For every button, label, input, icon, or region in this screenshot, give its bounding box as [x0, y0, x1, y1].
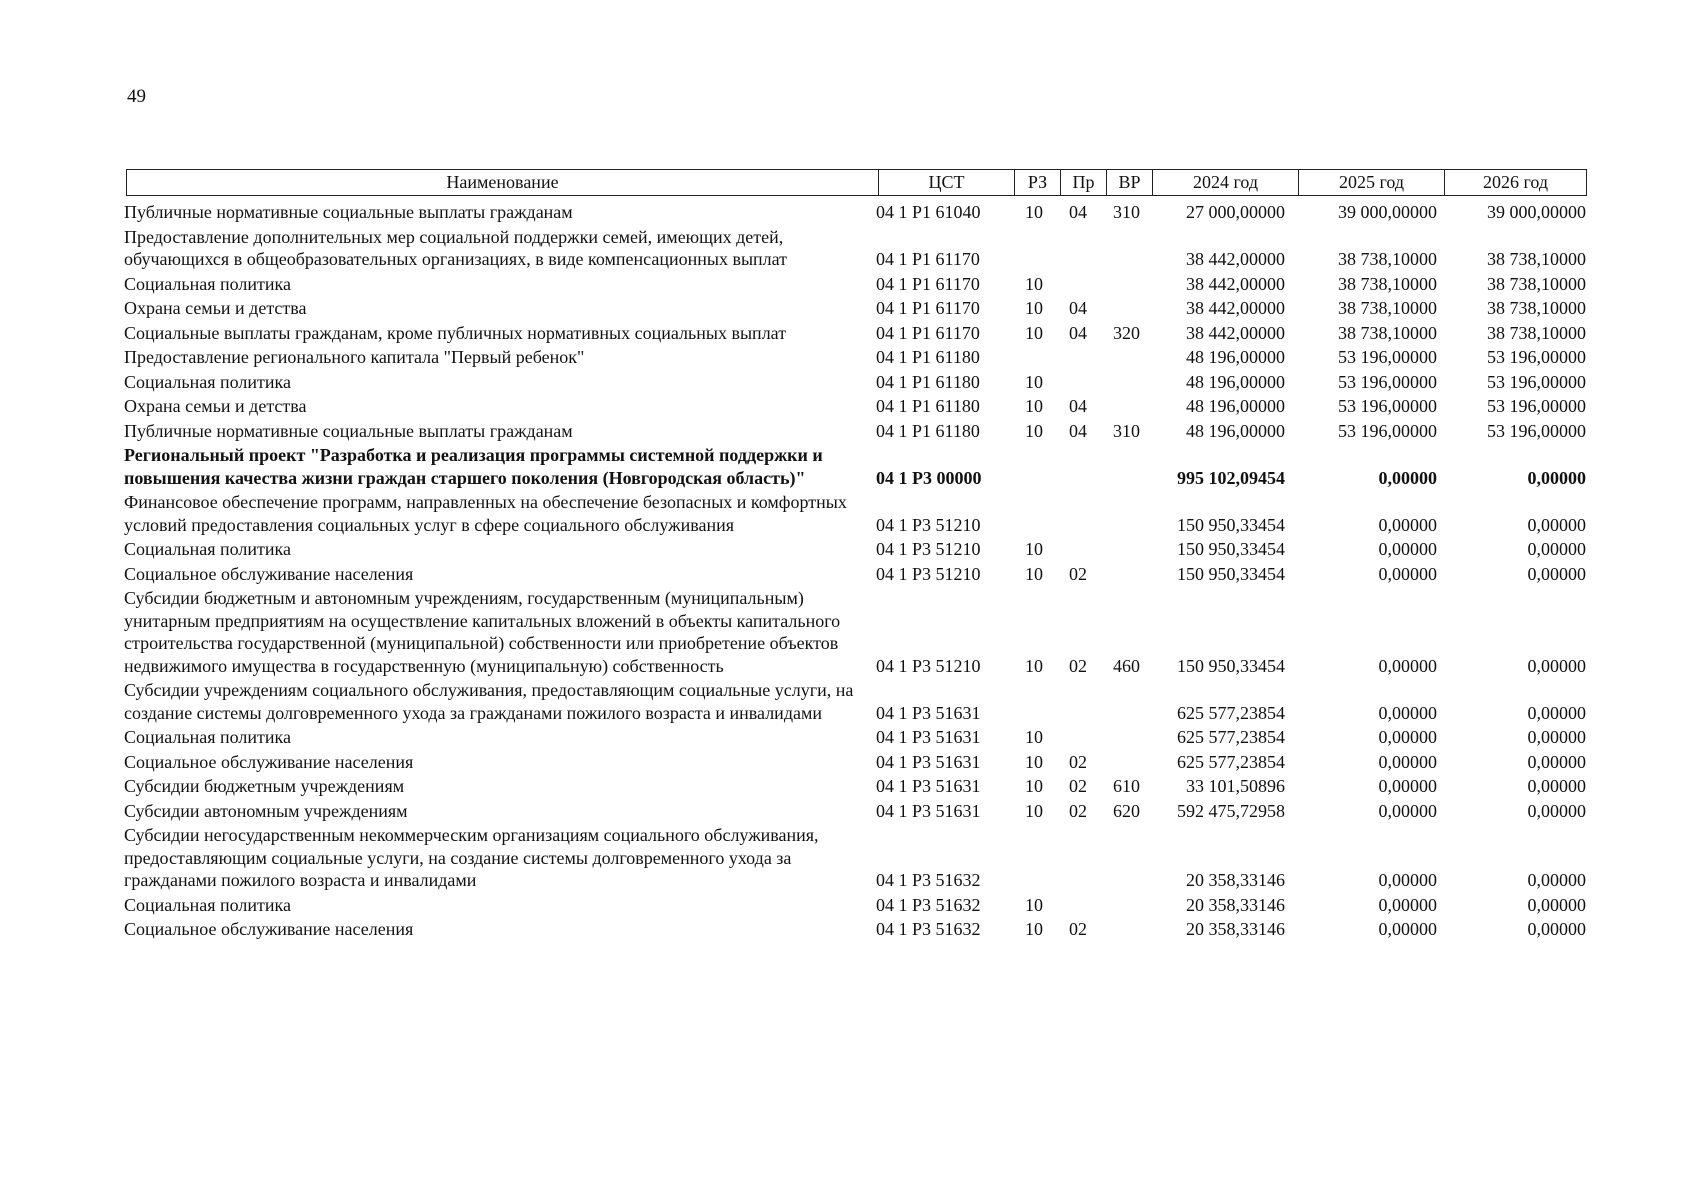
row-name: Социальное обслуживание населения [124, 563, 414, 584]
row-2025: 0,00000 [1378, 727, 1437, 747]
row-name: Охрана семьи и детства [124, 396, 307, 416]
table-row [124, 225, 1588, 272]
row-name: Предоставление регионального капитала "Первый ребенок" [124, 347, 585, 367]
row-pr [1059, 443, 1103, 490]
row-2024: 592 475,72958 [1177, 800, 1285, 821]
row-2025: 0,00000 [1378, 467, 1437, 488]
row-cst: 04 1 P3 51632 [876, 919, 981, 939]
row-name: Социальная политика [124, 273, 291, 294]
row-vr [1103, 345, 1147, 370]
row-rz: 10 [1025, 371, 1043, 392]
column-header-2025: 2025 год [1299, 170, 1445, 196]
row-2026: 38 738,10000 [1487, 249, 1586, 269]
row-cst: 04 1 P3 51210 [876, 655, 981, 676]
row-2026: 53 196,00000 [1487, 347, 1586, 367]
row-vr [1103, 490, 1147, 537]
row-2025: 38 738,10000 [1338, 273, 1437, 294]
row-2026: 0,00000 [1527, 800, 1586, 821]
row-name: Субсидии негосударственным некоммерческим организациям социального обслуживания, предоставляющим социальные услуги, на создание системы долговременного ухода за гражданами пожилого возраста и инвалидами [124, 825, 819, 890]
row-2026: 53 196,00000 [1487, 396, 1586, 416]
row-2025: 38 738,10000 [1338, 322, 1437, 343]
row-cst: 04 1 P1 61170 [876, 298, 980, 318]
row-rz: 10 [1025, 298, 1043, 318]
row-2025: 53 196,00000 [1338, 396, 1437, 416]
row-2024: 625 577,23854 [1177, 727, 1285, 747]
row-2024: 150 950,33454 [1177, 514, 1285, 535]
row-cst: 04 1 P1 61170 [876, 322, 980, 343]
row-2025: 0,00000 [1378, 514, 1437, 535]
row-2024: 995 102,09454 [1177, 467, 1285, 488]
row-2026: 53 196,00000 [1487, 420, 1586, 441]
table-row [124, 419, 1588, 444]
row-pr [1059, 537, 1103, 562]
row-name: Социальная политика [124, 371, 291, 392]
row-vr [1103, 272, 1147, 297]
row-2024: 625 577,23854 [1177, 702, 1285, 723]
row-2024: 20 358,33146 [1186, 919, 1285, 939]
row-2024: 150 950,33454 [1177, 655, 1285, 676]
row-name: Публичные нормативные социальные выплаты гражданам [124, 202, 573, 222]
table-row [124, 799, 1588, 824]
row-vr: 610 [1113, 776, 1140, 796]
row-2024: 48 196,00000 [1186, 347, 1285, 367]
table-row [124, 725, 1588, 750]
table-row [124, 823, 1588, 893]
row-pr [1059, 370, 1103, 395]
row-cst: 04 1 P3 51631 [876, 751, 981, 772]
row-name: Субсидии бюджетным и автономным учреждениям, государственным (муниципальным) унитарным предприятиям на осуществление капитальных вложений в объекты капитального строительства государственной (муниципальной) собственности или приобретение объектов недвижимого имущества в государственную (муниципальную) собственность [124, 588, 841, 676]
row-2025: 38 738,10000 [1338, 249, 1437, 269]
row-2024: 38 442,00000 [1186, 322, 1285, 343]
row-rz [1015, 490, 1059, 537]
row-2024: 27 000,00000 [1186, 202, 1285, 222]
row-2024: 38 442,00000 [1186, 298, 1285, 318]
row-2026: 0,00000 [1527, 539, 1586, 559]
column-header-name: Наименование [127, 170, 879, 196]
page-number: 49 [127, 86, 146, 107]
column-header-2026: 2026 год [1445, 170, 1587, 196]
row-2025: 0,00000 [1378, 751, 1437, 772]
table-row [124, 562, 1588, 587]
row-vr [1103, 370, 1147, 395]
row-vr [1103, 725, 1147, 750]
row-2025: 0,00000 [1378, 800, 1437, 821]
table-row [124, 296, 1588, 321]
row-name: Социальная политика [124, 539, 291, 559]
row-vr: 460 [1113, 655, 1140, 676]
row-cst: 04 1 P1 61040 [876, 202, 981, 222]
row-rz: 10 [1025, 420, 1043, 441]
row-rz: 10 [1025, 273, 1043, 294]
row-2026: 0,00000 [1527, 776, 1586, 796]
row-2026: 53 196,00000 [1487, 371, 1586, 392]
row-rz: 10 [1025, 396, 1043, 416]
row-rz: 10 [1025, 727, 1043, 747]
row-cst: 04 1 P3 51631 [876, 702, 981, 723]
row-vr: 310 [1113, 420, 1140, 441]
row-2024: 625 577,23854 [1177, 751, 1285, 772]
row-pr: 02 [1069, 800, 1087, 821]
row-2025: 0,00000 [1378, 919, 1437, 939]
column-header-pr: Пр [1061, 170, 1107, 196]
row-pr [1059, 893, 1103, 918]
row-rz: 10 [1025, 655, 1043, 676]
row-2024: 20 358,33146 [1186, 870, 1285, 890]
row-vr [1103, 917, 1147, 942]
row-2024: 48 196,00000 [1186, 420, 1285, 441]
row-vr [1103, 823, 1147, 893]
row-pr: 02 [1069, 751, 1087, 772]
row-vr: 310 [1113, 202, 1140, 222]
row-rz [1015, 443, 1059, 490]
row-rz [1015, 823, 1059, 893]
row-pr [1059, 490, 1103, 537]
table-row [124, 893, 1588, 918]
row-2025: 0,00000 [1378, 563, 1437, 584]
row-name: Субсидии бюджетным учреждениям [124, 776, 405, 796]
row-rz: 10 [1025, 539, 1043, 559]
table-row [124, 200, 1588, 225]
row-2026: 0,00000 [1527, 563, 1586, 584]
row-rz: 10 [1025, 202, 1043, 222]
column-header-cst: ЦСТ [879, 170, 1015, 196]
row-rz [1015, 225, 1059, 272]
column-header-rz: РЗ [1015, 170, 1061, 196]
row-2025: 0,00000 [1378, 870, 1437, 890]
row-cst: 04 1 P1 61180 [876, 371, 980, 392]
row-vr [1103, 394, 1147, 419]
table-row [124, 394, 1588, 419]
row-cst: 04 1 P3 51631 [876, 800, 981, 821]
row-pr: 04 [1069, 202, 1087, 222]
row-name: Социальные выплаты гражданам, кроме публичных нормативных социальных выплат [124, 322, 787, 343]
row-name: Социальная политика [124, 727, 291, 747]
column-header-vr: ВР [1107, 170, 1153, 196]
row-pr: 04 [1069, 298, 1087, 318]
table-row [124, 774, 1588, 799]
row-cst: 04 1 P3 51210 [876, 514, 981, 535]
row-2026: 0,00000 [1527, 655, 1586, 676]
table-row [124, 678, 1588, 725]
row-2025: 53 196,00000 [1338, 420, 1437, 441]
row-name: Региональный проект "Разработка и реализация программы системной поддержки и повышения качества жизни граждан старшего поколения (Новгородская область)" [124, 445, 823, 488]
row-pr [1059, 345, 1103, 370]
row-2026: 38 738,10000 [1487, 273, 1586, 294]
row-pr: 02 [1069, 919, 1087, 939]
row-2026: 0,00000 [1527, 727, 1586, 747]
row-pr: 04 [1069, 322, 1087, 343]
row-cst: 04 1 P3 51210 [876, 539, 981, 559]
row-2026: 0,00000 [1527, 751, 1586, 772]
row-cst: 04 1 P3 51631 [876, 776, 981, 796]
table-row [124, 490, 1588, 537]
row-vr [1103, 443, 1147, 490]
row-cst: 04 1 P1 61180 [876, 420, 980, 441]
row-2026: 0,00000 [1527, 894, 1586, 915]
row-rz: 10 [1025, 322, 1043, 343]
row-2026: 0,00000 [1527, 514, 1586, 535]
row-name: Социальное обслуживание населения [124, 919, 414, 939]
row-cst: 04 1 P3 51632 [876, 894, 981, 915]
table-row [124, 370, 1588, 395]
row-2025: 53 196,00000 [1338, 347, 1437, 367]
row-vr [1103, 750, 1147, 775]
row-vr: 620 [1113, 800, 1140, 821]
row-rz [1015, 345, 1059, 370]
row-name: Публичные нормативные социальные выплаты гражданам [124, 420, 573, 441]
row-name: Охрана семьи и детства [124, 298, 307, 318]
row-vr [1103, 678, 1147, 725]
row-2025: 0,00000 [1378, 776, 1437, 796]
row-cst: 04 1 P3 51631 [876, 727, 981, 747]
row-vr [1103, 296, 1147, 321]
row-2024: 150 950,33454 [1177, 563, 1285, 584]
row-rz: 10 [1025, 894, 1043, 915]
row-2025: 38 738,10000 [1338, 298, 1437, 318]
row-cst: 04 1 P1 61180 [876, 347, 980, 367]
table-row [124, 586, 1588, 678]
table-row [124, 443, 1588, 490]
row-rz [1015, 678, 1059, 725]
row-cst: 04 1 P1 61170 [876, 273, 980, 294]
table-header [126, 169, 1587, 196]
row-pr [1059, 823, 1103, 893]
row-vr [1103, 225, 1147, 272]
table-row [124, 321, 1588, 346]
row-cst: 04 1 P1 61180 [876, 396, 980, 416]
row-2026: 38 738,10000 [1487, 298, 1586, 318]
row-cst: 04 1 P3 51210 [876, 563, 981, 584]
row-cst: 04 1 P3 00000 [876, 467, 982, 488]
row-vr [1103, 537, 1147, 562]
row-pr [1059, 725, 1103, 750]
table-row [124, 917, 1588, 942]
row-rz: 10 [1025, 800, 1043, 821]
table-row [124, 537, 1588, 562]
row-pr [1059, 225, 1103, 272]
row-2025: 0,00000 [1378, 702, 1437, 723]
row-name: Предоставление дополнительных мер социальной поддержки семей, имеющих детей, обучающихся в общеобразовательных организациях, в виде компенсационных выплат [124, 226, 788, 269]
table-body [124, 200, 1588, 942]
row-2024: 38 442,00000 [1186, 273, 1285, 294]
row-name: Субсидии автономным учреждениям [124, 800, 408, 821]
row-2025: 0,00000 [1378, 539, 1437, 559]
row-2024: 33 101,50896 [1186, 776, 1285, 796]
row-2025: 53 196,00000 [1338, 371, 1437, 392]
row-2026: 0,00000 [1527, 702, 1586, 723]
row-cst: 04 1 P3 51632 [876, 870, 981, 890]
row-cst: 04 1 P1 61170 [876, 249, 980, 269]
table-row [124, 750, 1588, 775]
row-rz: 10 [1025, 563, 1043, 584]
row-2026: 0,00000 [1527, 870, 1586, 890]
row-name: Субсидии учреждениям социального обслуживания, предоставляющим социальные услуги, на создание системы долговременного ухода за гражданами пожилого возраста и инвалидами [124, 680, 854, 723]
row-2026: 0,00000 [1527, 467, 1586, 488]
table-row [124, 345, 1588, 370]
row-2025: 0,00000 [1378, 894, 1437, 915]
row-rz: 10 [1025, 776, 1043, 796]
row-pr: 02 [1069, 776, 1087, 796]
row-name: Социальное обслуживание населения [124, 751, 414, 772]
row-pr [1059, 678, 1103, 725]
column-header-2024: 2024 год [1153, 170, 1299, 196]
row-2024: 48 196,00000 [1186, 371, 1285, 392]
row-vr: 320 [1113, 322, 1140, 343]
table-row [124, 272, 1588, 297]
row-2026: 39 000,00000 [1487, 202, 1586, 222]
row-rz: 10 [1025, 751, 1043, 772]
row-2026: 38 738,10000 [1487, 322, 1586, 343]
row-2026: 0,00000 [1527, 919, 1586, 939]
row-rz: 10 [1025, 919, 1043, 939]
row-2025: 39 000,00000 [1338, 202, 1437, 222]
row-pr [1059, 272, 1103, 297]
row-pr: 02 [1069, 655, 1087, 676]
row-pr: 04 [1069, 396, 1087, 416]
row-pr: 02 [1069, 563, 1087, 584]
row-name: Финансовое обеспечение программ, направленных на обеспечение безопасных и комфортных условий предоставления социальных услуг в сфере социального обслуживания [124, 492, 847, 535]
row-name: Социальная политика [124, 894, 291, 915]
budget-table [124, 200, 1588, 942]
row-2024: 150 950,33454 [1177, 539, 1285, 559]
row-2025: 0,00000 [1378, 655, 1437, 676]
row-vr [1103, 562, 1147, 587]
row-2024: 38 442,00000 [1186, 249, 1285, 269]
row-pr: 04 [1069, 420, 1087, 441]
row-2024: 20 358,33146 [1186, 894, 1285, 915]
row-2024: 48 196,00000 [1186, 396, 1285, 416]
row-vr [1103, 893, 1147, 918]
